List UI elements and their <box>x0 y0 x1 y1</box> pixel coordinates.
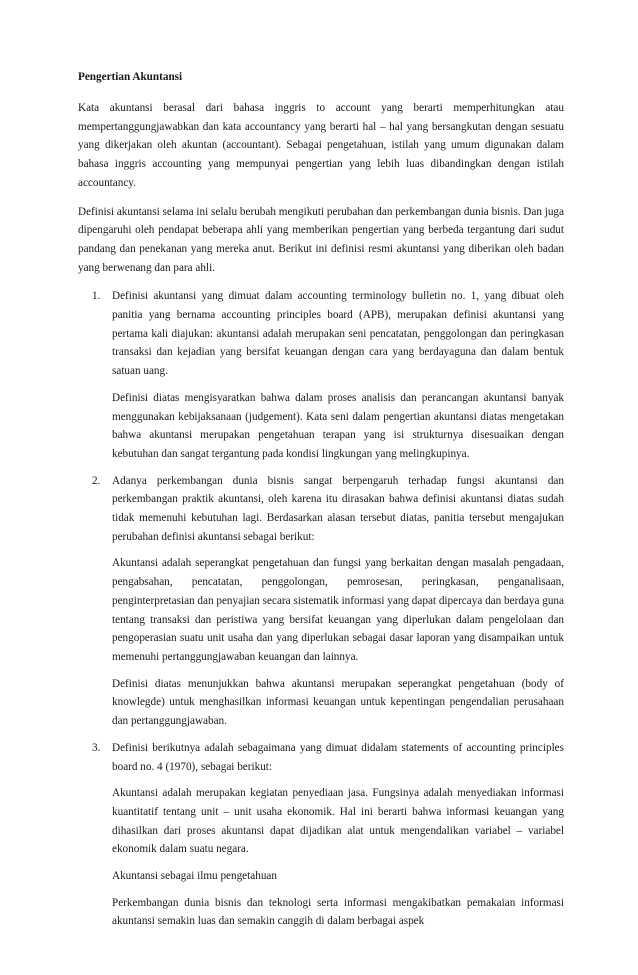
list-item-paragraph: Definisi berikutnya adalah sebagaimana yang dimuat didalam statements of accounting principles board no. 4 (1970), sebagai berikut: <box>112 741 564 773</box>
list-item-paragraph: Akuntansi adalah seperangkat pengetahuan dan fungsi yang berkaitan dengan masalah pengadaan, pengabsahan, pencatatan, penggolongan, pemrosesan, peringkasan, penganalisaan, penginterpretasian dan penyajian secara sistematik informasi yang dapat dipercaya dan berdaya guna tentang transaksi dan peristiwa yang bersifat keuangan yang diperlukan dalam pengelolaan dan pengoperasian suatu unit usaha dan yang diperlukan sebagai dasar laporan yang disampaikan untuk memenuhi pertanggungjawaban keuangan dan lainnya. <box>112 557 564 663</box>
subheading: Akuntansi sebagai ilmu pengetahuan <box>112 870 277 883</box>
list-item-paragraph: Adanya perkembangan dunia bisnis sangat berpengaruh terhadap fungsi akuntansi dan perkembangan praktik akuntansi, oleh karena itu dirasakan bahwa definisi akuntansi diatas sudah tidak memenuhi kebutuhan lagi. Berdasarkan alasan tersebut diatas, panitia tersebut mengajukan perubahan definisi akuntansi sebagai berikut: <box>112 474 564 543</box>
list-item <box>78 472 564 731</box>
list-item-paragraph: Definisi diatas menunjukkan bahwa akuntansi merupakan seperangkat pengetahuan (body of knowlegde) untuk menghasilkan informasi keuangan untuk kepentingan pengendalian perusahaan dan pertanggungjawaban. <box>112 677 564 728</box>
list-item-number: 3. <box>92 741 101 754</box>
list-item-paragraph: Definisi akuntansi yang dimuat dalam accounting terminology bulletin no. 1, yang dibuat oleh panitia yang bernama accounting principles board (APB), merupakan definisi akuntansi yang pertama kali diajukan: akuntansi adalah merupakan seni pencatatan, penggolongan dan peringkasan transaksi dan kejadian yang bersifat keuangan dengan cara yang berdayaguna dan dalam bentuk satuan uang. <box>112 290 564 378</box>
list-item <box>78 739 564 931</box>
intro-paragraph-2: Definisi akuntansi selama ini selalu berubah mengikuti perubahan dan perkembangan dunia bisnis. Dan juga dipengaruhi oleh pendapat beberapa ahli yang memberikan pengertian yang berbeda tergantung dari sudut pandang dan penekanan yang mereka anut. Berikut ini definisi resmi akuntansi yang diberikan oleh badan yang berwenang dan para ahli. <box>78 205 564 274</box>
list-item-number: 2. <box>92 474 101 487</box>
list-item-number: 1. <box>92 290 101 303</box>
definition-list <box>78 287 564 931</box>
list-item-paragraph: Akuntansi adalah merupakan kegiatan penyediaan jasa. Fungsinya adalah menyediakan informasi kuantitatif tentang unit – unit usaha ekonomik. Hal ini berarti bahwa informasi keuangan yang dihasilkan dari proses akuntansi dapat dijadikan alat untuk mengendalikan variabel – variabel ekonomik dalam suatu negara. <box>112 787 564 856</box>
document-page <box>78 70 564 939</box>
document-title: Pengertian Akuntansi <box>78 71 183 83</box>
intro-paragraph-1: Kata akuntansi berasal dari bahasa inggris to account yang berarti memperhitungkan atau mempertanggungjawabkan dan kata accountancy yang berarti hal – hal yang bersangkutan dengan sesuatu yang dikerjakan oleh akuntan (accountant). Sebagai pengetahuan, istilah yang umum digunakan dalam bahasa inggris accounting yang mempunyai pengertian yang lebih luas dibandingkan dengan istilah accountancy. <box>78 102 564 189</box>
list-item-paragraph: Definisi diatas mengisyaratkan bahwa dalam proses analisis dan perancangan akuntansi banyak menggunakan kebijaksanaan (judgement). Kata seni dalam pengertian akuntansi diatas mengetakan bahwa akuntansi merupakan pengetahuan terapan yang isi strukturnya disesuaikan dengan kebutuhan dan sangat tergantung pada kondisi lingkungan yang melingkupinya. <box>112 391 564 460</box>
list-item <box>78 287 564 463</box>
list-item-paragraph: Perkembangan dunia bisnis dan teknologi serta informasi mengakibatkan pemakaian informasi akuntansi semakin luas dan semakin canggih di dalam berbagai aspek <box>112 896 564 928</box>
